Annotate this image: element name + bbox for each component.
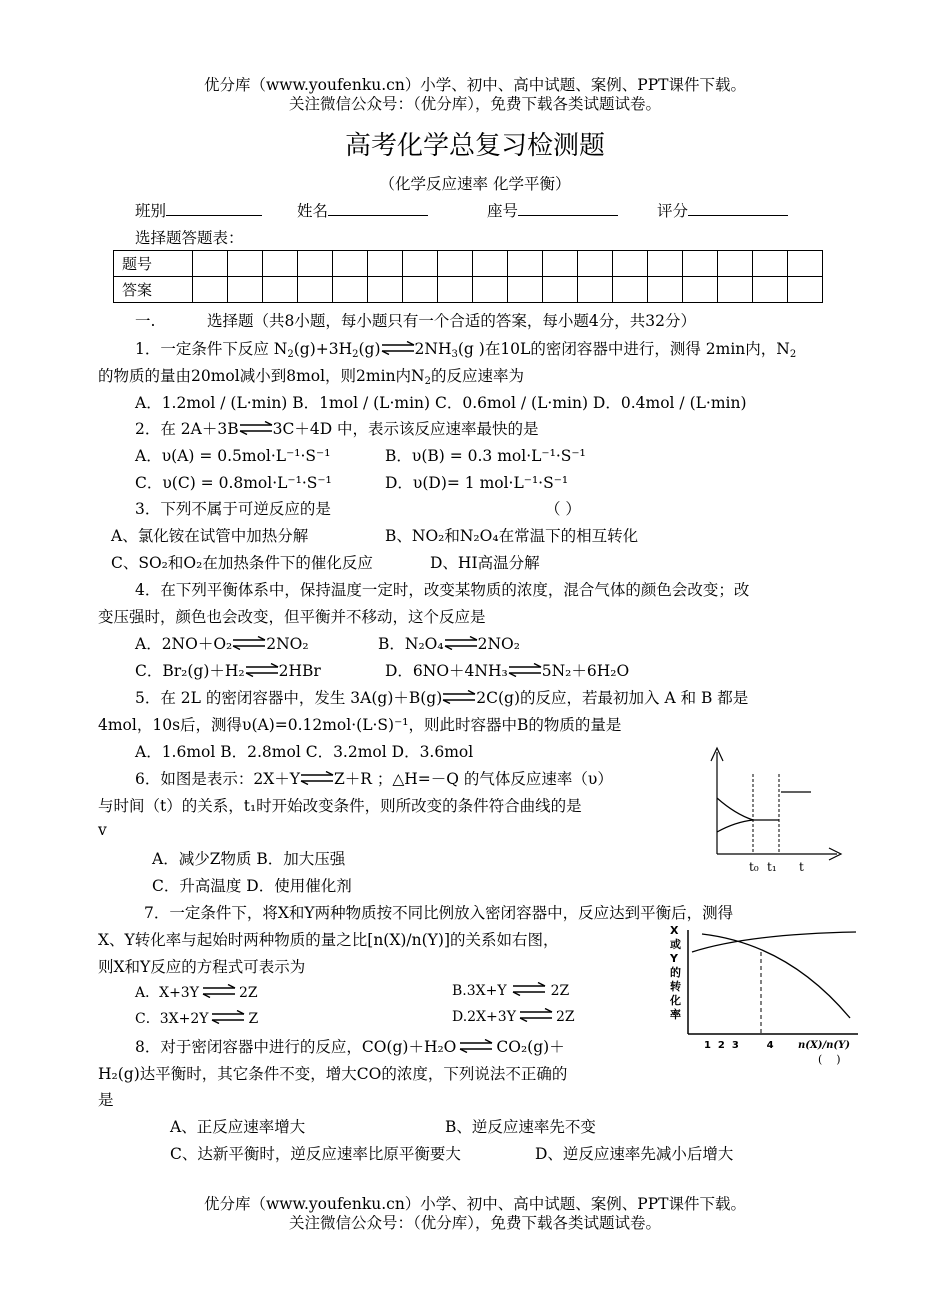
equilibrium-arrow-icon (508, 663, 542, 677)
header-line-1: 优分库（www.youfenku.cn）小学、初中、高中试题、案例、PPT课件下载。 (203, 76, 747, 94)
q6-rate-time-graph (705, 744, 845, 876)
answer-table-label: 选择题答题表： (135, 229, 244, 247)
equilibrium-arrow-icon (381, 341, 415, 355)
graph-x-ticks: 1 2 3 4 (704, 1040, 774, 1051)
answer-cell[interactable] (683, 277, 718, 303)
seat-field[interactable]: 座号 (487, 199, 618, 221)
answer-cell[interactable] (473, 277, 508, 303)
answer-cell[interactable] (193, 277, 228, 303)
graph-label-t: t (799, 860, 804, 874)
class-field[interactable]: 班别 (135, 199, 262, 221)
q7-stem-1: 7．一定条件下，将X和Y两种物质按不同比例放入密闭容器中，反应达到平衡后，测得 (144, 904, 734, 922)
graph-y-label: X 或 Y 的转化率 (670, 924, 681, 1021)
equilibrium-arrow-icon (232, 636, 266, 650)
q3-option-b: B、NO₂和N₂O₄在常温下的相互转化 (385, 527, 639, 545)
equilibrium-arrow-icon (300, 771, 334, 785)
q8-option-d: D、逆反应速率先减小后增大 (535, 1145, 734, 1163)
equilibrium-arrow-icon (516, 1008, 556, 1022)
q4-option-c: C．Br₂(g)＋H₂ 2HBr (135, 662, 321, 680)
graph-falling-curve (702, 934, 850, 1018)
q5-stem-2: 4mol，10s后，测得υ(A)=0.12mol·(L·S)⁻¹，则此时容器中B的物质的量是 (98, 716, 622, 734)
q6-stem-2: 与时间（t）的关系，t₁时开始改变条件，则所改变的条件符合曲线的是 (98, 797, 582, 815)
answer-table (113, 250, 823, 303)
graph-label-t0: t₀ (749, 860, 759, 874)
q3-option-a: A、氯化铵在试管中加热分解 (111, 527, 309, 545)
q2-option-c: C．υ(C) = 0.8mol·L⁻¹·S⁻¹ (135, 474, 332, 492)
q7-stem-3: 则X和Y反应的方程式可表示为 (98, 958, 306, 976)
row-label-answer: 答案 (114, 277, 193, 303)
answer-cell[interactable] (298, 277, 333, 303)
q8-stem-3: 是 (98, 1091, 114, 1109)
q4-option-d: D．6NO＋4NH₃ 5N₂＋6H₂O (385, 662, 630, 680)
q4-option-b: B．N₂O₄ 2NO₂ (378, 635, 520, 653)
answer-cell[interactable] (438, 277, 473, 303)
answer-cell[interactable] (543, 277, 578, 303)
answer-table-row-answer (114, 277, 823, 303)
equilibrium-arrow-icon (199, 984, 239, 998)
answer-cell[interactable] (753, 277, 788, 303)
answer-cell[interactable] (578, 277, 613, 303)
equilibrium-arrow-icon (208, 1010, 248, 1024)
answer-cell[interactable] (263, 277, 298, 303)
q3-answer-paren: （ ） (545, 500, 581, 518)
q8-option-b: B、逆反应速率先不变 (445, 1118, 596, 1136)
q2-stem: 2．在 2A＋3B 3C＋4D 中，表示该反应速率最快的是 (135, 420, 539, 438)
graph-x-label: n(X)/n(Y) (798, 1040, 851, 1051)
q7-stem-2: X、Y转化率与起始时两种物质的量之比[n(X)/n(Y)]的关系如右图， (98, 931, 559, 949)
q7-answer-paren: ( ) (818, 1053, 841, 1066)
answer-cell[interactable] (788, 277, 823, 303)
q3-stem: 3．下列不属于可逆反应的是 (135, 500, 331, 518)
equilibrium-arrow-icon (245, 663, 279, 677)
equilibrium-arrow-icon (239, 421, 273, 435)
q8-option-a: A、正反应速率增大 (170, 1118, 306, 1136)
equilibrium-arrow-icon (507, 982, 551, 996)
q4-stem-1: 4．在下列平衡体系中，保持温度一定时，改变某物质的浓度，混合气体的颜色会改变；改 (135, 581, 750, 599)
q2-option-d: D．υ(D)= 1 mol·L⁻¹·S⁻¹ (385, 474, 569, 492)
graph-rising-curve (692, 932, 856, 952)
answer-cell[interactable] (648, 277, 683, 303)
equilibrium-arrow-icon (442, 690, 476, 704)
answer-cell[interactable] (613, 277, 648, 303)
answer-cell[interactable] (228, 277, 263, 303)
answer-table-row-number (114, 251, 823, 277)
graph-reverse-rate-curve (717, 820, 753, 832)
q7-option-c: C．3X+2Y Z (135, 1011, 259, 1027)
graph-forward-rate-curve (717, 798, 779, 820)
answer-cell[interactable] (718, 277, 753, 303)
q3-option-c: C、SO₂和O₂在加热条件下的催化反应 (111, 554, 373, 572)
footer-line-2: 关注微信公众号：（优分库），免费下载各类试题试卷。 (288, 1214, 661, 1232)
q7-option-a: A．X+3Y 2Z (135, 985, 258, 1001)
q6-stem-1: 6．如图是表示：2X＋Y Z＋R ；△H=－Q 的气体反应速率（υ） (135, 770, 613, 788)
equilibrium-arrow-icon (456, 1039, 496, 1053)
q1-options: A．1.2mol / (L·min) B．1mol / (L·min) C．0.6mol / (L·min) D．0.4mol / (L·min) (135, 394, 747, 412)
q1-stem: 1．一定条件下反应 $N_2(g)+3H_2(g)$ $2NH_3(g$ )在10L的密闭容器中进行，测得 2min内，$N_2$ (135, 340, 797, 360)
q8-stem-2: H₂(g)达平衡时，其它条件不变，增大CO的浓度，下列说法不正确的 (98, 1065, 568, 1083)
q4-stem-2: 变压强时，颜色也会改变，但平衡并不移动，这个反应是 (98, 608, 486, 626)
q7-conversion-graph (668, 922, 868, 1070)
q1-stem-2: 的物质的量由20mol减小到8mol，则2min内$N_2$的反应速率为 (98, 367, 525, 387)
q5-stem-1: 5．在 2L 的密闭容器中，发生 3A(g)＋B(g) 2C(g)的反应，若最初加入 A 和 B 都是 (135, 689, 749, 707)
name-field[interactable]: 姓名 (297, 199, 428, 221)
page-title: 高考化学总复习检测题 (344, 131, 605, 161)
q2-option-a: A．υ(A) = 0.5mol·L⁻¹·S⁻¹ (135, 447, 331, 465)
q7-option-d: D.2X+3Y 2Z (452, 1009, 575, 1025)
row-label-number: 题号 (114, 251, 193, 277)
q8-stem-1: 8．对于密闭容器中进行的反应，CO(g)＋H₂O CO₂(g)＋ (135, 1038, 565, 1056)
answer-cell[interactable] (333, 277, 368, 303)
section-number: 一. (135, 312, 156, 330)
q5-options: A．1.6mol B．2.8mol C．3.2mol D．3.6mol (135, 743, 474, 761)
q8-option-c: C、达新平衡时，逆反应速率比原平衡要大 (170, 1145, 461, 1163)
q2-option-b: B．υ(B) = 0.3 mol·L⁻¹·S⁻¹ (385, 447, 586, 465)
answer-cell[interactable] (368, 277, 403, 303)
footer-line-1: 优分库（www.youfenku.cn）小学、初中、高中试题、案例、PPT课件下载。 (203, 1195, 747, 1213)
answer-cell[interactable] (508, 277, 543, 303)
answer-cell[interactable] (403, 277, 438, 303)
graph-label-t1: t₁ (767, 860, 777, 874)
q6-options-2: C．升高温度 D．使用催化剂 (152, 877, 352, 895)
equilibrium-arrow-icon (444, 636, 478, 650)
section-heading: 选择题（共8小题，每小题只有一个合适的答案，每小题4分，共32分） (207, 312, 696, 330)
q7-option-b: B.3X+Y 2Z (452, 983, 570, 999)
score-field[interactable]: 评分 (657, 199, 788, 221)
header-line-2: 关注微信公众号：（优分库），免费下载各类试题试卷。 (288, 95, 661, 113)
page-subtitle: （化学反应速率 化学平衡） (379, 175, 571, 193)
q6-options-1: A．减少Z物质 B．加大压强 (152, 850, 346, 868)
q3-option-d: D、HI高温分解 (430, 554, 540, 572)
q6-stem-3: v (98, 821, 107, 839)
q4-option-a: A．2NO＋O₂ 2NO₂ (135, 635, 309, 653)
